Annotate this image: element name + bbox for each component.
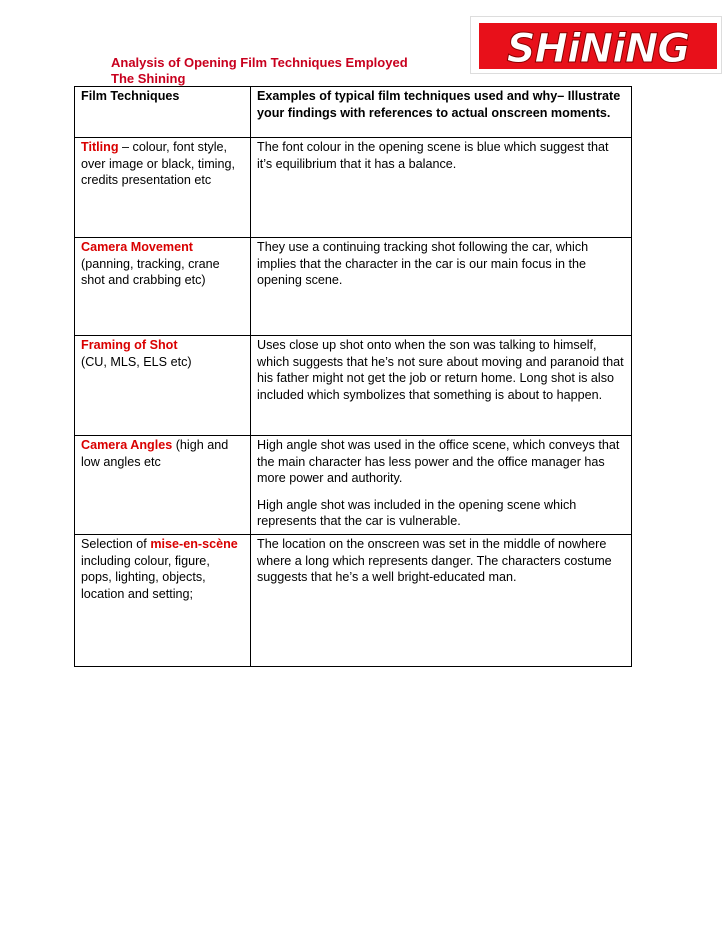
technique-term: mise-en-scène bbox=[150, 537, 238, 551]
technique-description: (CU, MLS, ELS etc) bbox=[81, 354, 192, 369]
example-cell: Uses close up shot onto when the son was talking to himself, which suggests that he’s not sure about moving and paranoid that his father might not get the job or return home. Long shot is also included which symbolizes that something is about to happen. bbox=[251, 336, 632, 436]
technique-description: including colour, figure, pops, lighting, objects, location and setting; bbox=[81, 553, 210, 601]
example-cell: The font colour in the opening scene is blue which suggest that it’s equilibrium that it has a balance. bbox=[251, 138, 632, 238]
document-heading bbox=[111, 55, 471, 87]
technique-term: Camera Movement bbox=[81, 240, 193, 254]
table-row bbox=[75, 436, 632, 535]
table-row bbox=[75, 336, 632, 436]
technique-term: Titling bbox=[81, 140, 119, 154]
example-cell: The location on the onscreen was set in the middle of nowhere where a long which represents danger. The characters costume suggests that he’s a well bright-educated man. bbox=[251, 535, 632, 667]
header-film-techniques: Film Techniques bbox=[75, 87, 251, 138]
technique-term: Framing of Shot bbox=[81, 338, 178, 352]
heading-title: Analysis of Opening Film Techniques Employed bbox=[111, 55, 408, 70]
example-paragraph: High angle shot was used in the office scene, which conveys that the main character has less power and the office manager has more power and authority. bbox=[257, 438, 620, 485]
example-cell: They use a continuing tracking shot following the car, which implies that the character in the car is our main focus in the opening scene. bbox=[251, 238, 632, 336]
technique-cell bbox=[75, 436, 251, 535]
table-row bbox=[75, 535, 632, 667]
heading-subtitle: The Shining bbox=[111, 71, 186, 86]
table-row bbox=[75, 138, 632, 238]
table-row bbox=[75, 238, 632, 336]
logo-text: SHiNiNG bbox=[506, 26, 690, 72]
shining-logo-graphic bbox=[471, 17, 721, 73]
techniques-table bbox=[74, 86, 632, 667]
technique-cell bbox=[75, 138, 251, 238]
technique-term: Camera Angles bbox=[81, 438, 173, 452]
table-header-row bbox=[75, 87, 632, 138]
technique-cell bbox=[75, 238, 251, 336]
header-examples: Examples of typical film techniques used and why– Illustrate your findings with references to actual onscreen moments. bbox=[251, 87, 632, 138]
technique-prefix: Selection of bbox=[81, 537, 151, 551]
technique-description: (high and low angles etc bbox=[81, 438, 229, 469]
technique-cell bbox=[75, 336, 251, 436]
technique-description: (panning, tracking, crane shot and crabbing etc) bbox=[81, 256, 220, 287]
technique-description: – colour, font style, over image or black, timing, credits presentation etc bbox=[81, 140, 235, 187]
example-cell bbox=[251, 436, 632, 535]
technique-cell bbox=[75, 535, 251, 667]
example-paragraph: High angle shot was included in the opening scene which represents that the car is vulnerable. bbox=[257, 497, 577, 528]
shining-logo bbox=[470, 16, 722, 74]
